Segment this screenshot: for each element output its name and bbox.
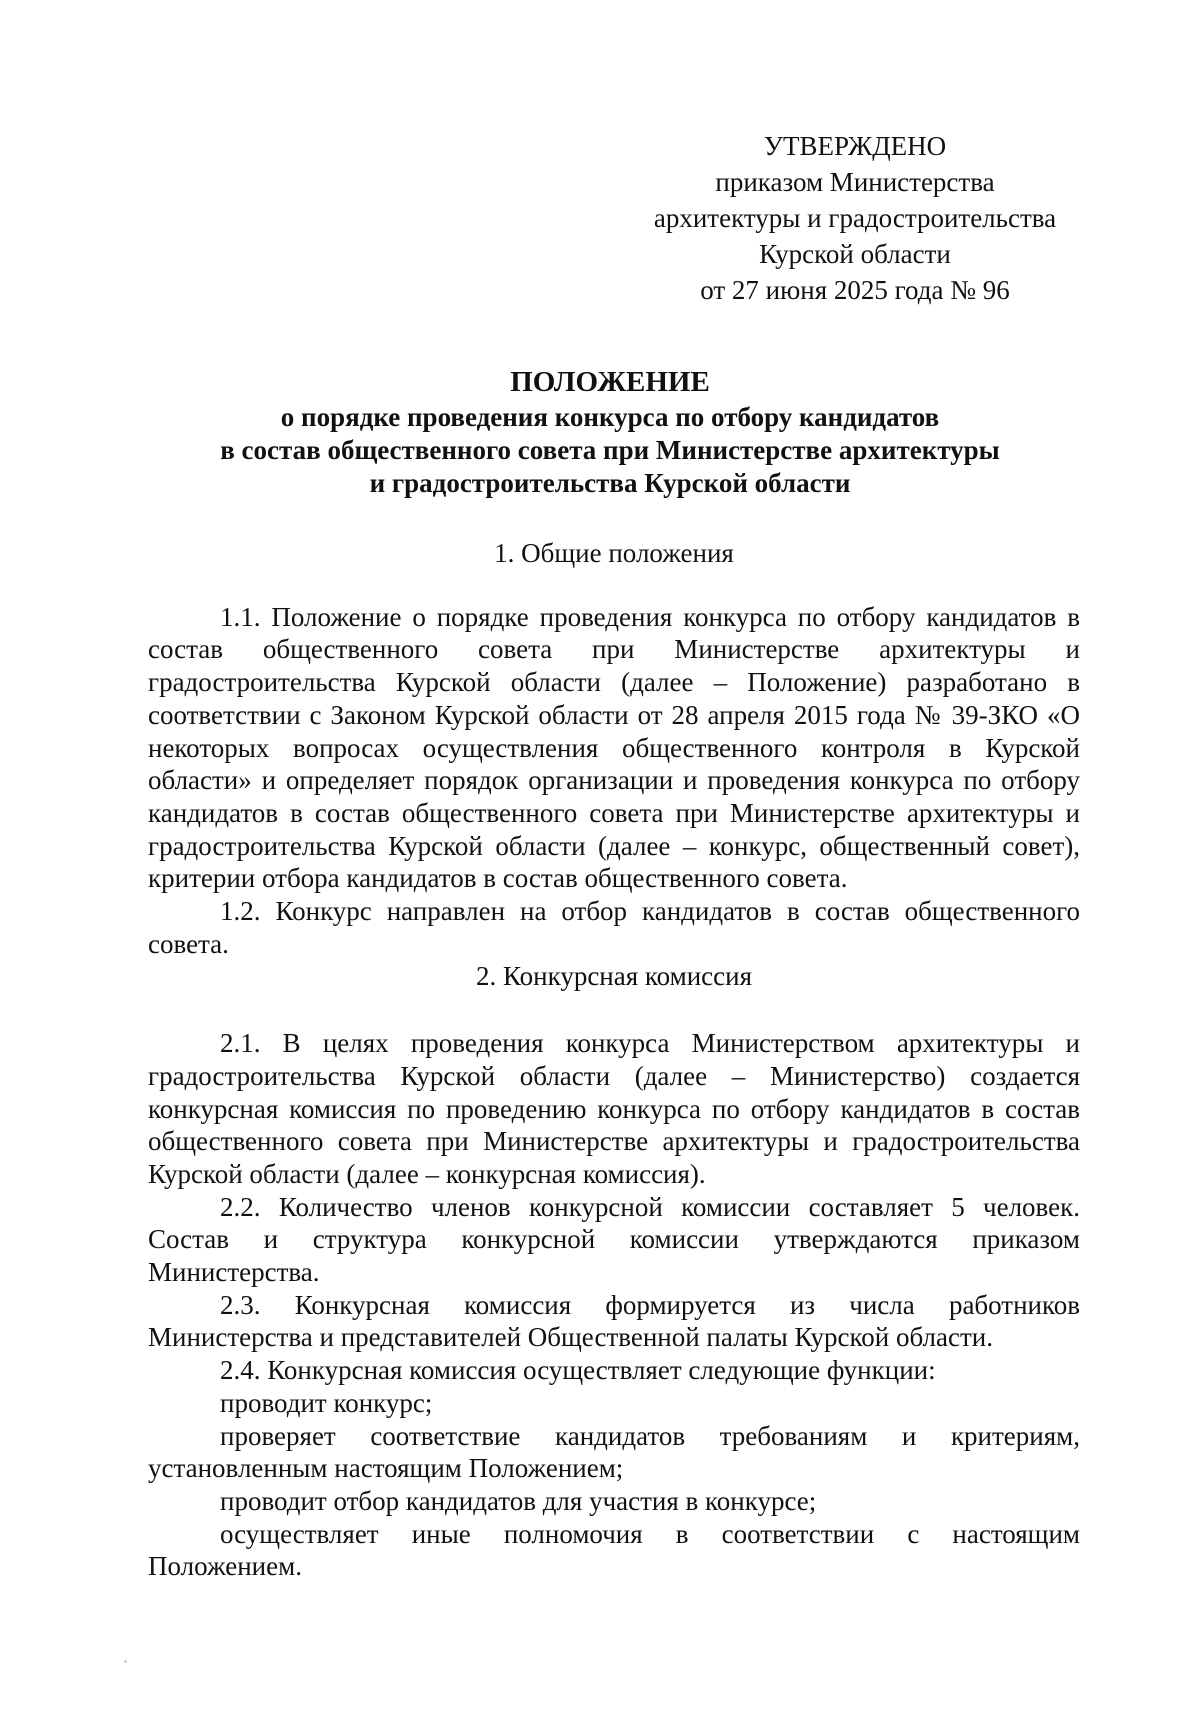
document-subtitle-line-2: в состав общественного совета при Министерстве архитектуры: [220, 435, 1000, 465]
function-item-2: проверяет соответствие кандидатов требованиям и критериям, установленным настоящим Положением;: [148, 1420, 1080, 1484]
document-title-block: [140, 366, 1080, 500]
approval-line-ministry: архитектуры и градостроительства: [653, 203, 1057, 233]
document-title: ПОЛОЖЕНИЕ: [510, 366, 710, 398]
function-item-4: осуществляет иные полномочия в соответствии с настоящим Положением.: [148, 1518, 1080, 1582]
paragraph-2-2: 2.2. Количество членов конкурсной комиссии составляет 5 человек. Состав и структура конкурсной комиссии утверждаются приказом Министерства.: [148, 1191, 1080, 1288]
approval-line-region: Курской области: [759, 239, 951, 269]
function-item-1: проводит конкурс;: [220, 1387, 433, 1418]
paragraph-1-1: 1.1. Положение о порядке проведения конкурса по отбору кандидатов в состав общественного совета при Министерстве архитектуры и градостроительства Курской области (далее – Положение) разработано в соответствии с Законом Курской области от 28 апреля 2015 года № 39-ЗКО «О некоторых вопросах осуществления общественного контроля в Курской области» и определяет порядок организации и проведения конкурса по отбору кандидатов в состав общественного совета при Министерстве архитектуры и градостроительства Курской области (далее – конкурс, общественный совет), критерии отбора кандидатов в состав общественного совета.: [148, 601, 1080, 894]
paragraph-2-4: 2.4. Конкурсная комиссия осуществляет следующие функции:: [220, 1355, 936, 1386]
function-item-3: проводит отбор кандидатов для участия в конкурсе;: [220, 1485, 817, 1516]
section-2-heading: 2. Конкурсная комиссия: [475, 961, 753, 992]
document-subtitle-line-3: и градостроительства Курской области: [369, 468, 851, 498]
document-body: [148, 537, 1080, 1583]
scan-speck: [124, 1660, 127, 1663]
paragraph-1-2: 1.2. Конкурс направлен на отбор кандидатов в состав общественного совета.: [148, 896, 1080, 959]
paragraph-2-1: 2.1. В целях проведения конкурса Министерством архитектуры и градостроительства Курской области (далее – Министерство) создается конкурсная комиссия по проведению конкурса по отбору кандидатов в состав общественного совета при Министерстве архитектуры и градостроительства Курской области (далее – конкурсная комиссия).: [148, 1028, 1080, 1189]
paragraph-2-3: 2.3. Конкурсная комиссия формируется из числа работников Министерства и представителей Общественной палаты Курской области.: [148, 1289, 1080, 1353]
approval-line-date-number: от 27 июня 2025 года № 96: [700, 275, 1010, 305]
document-subtitle-line-1: о порядке проведения конкурса по отбору кандидатов: [280, 402, 940, 432]
approval-heading: УТВЕРЖДЕНО: [763, 131, 947, 161]
approval-line-order: приказом Министерства: [715, 167, 995, 197]
approval-stamp-block: [620, 128, 1090, 308]
section-1-heading: 1. Общие положения: [494, 538, 734, 568]
